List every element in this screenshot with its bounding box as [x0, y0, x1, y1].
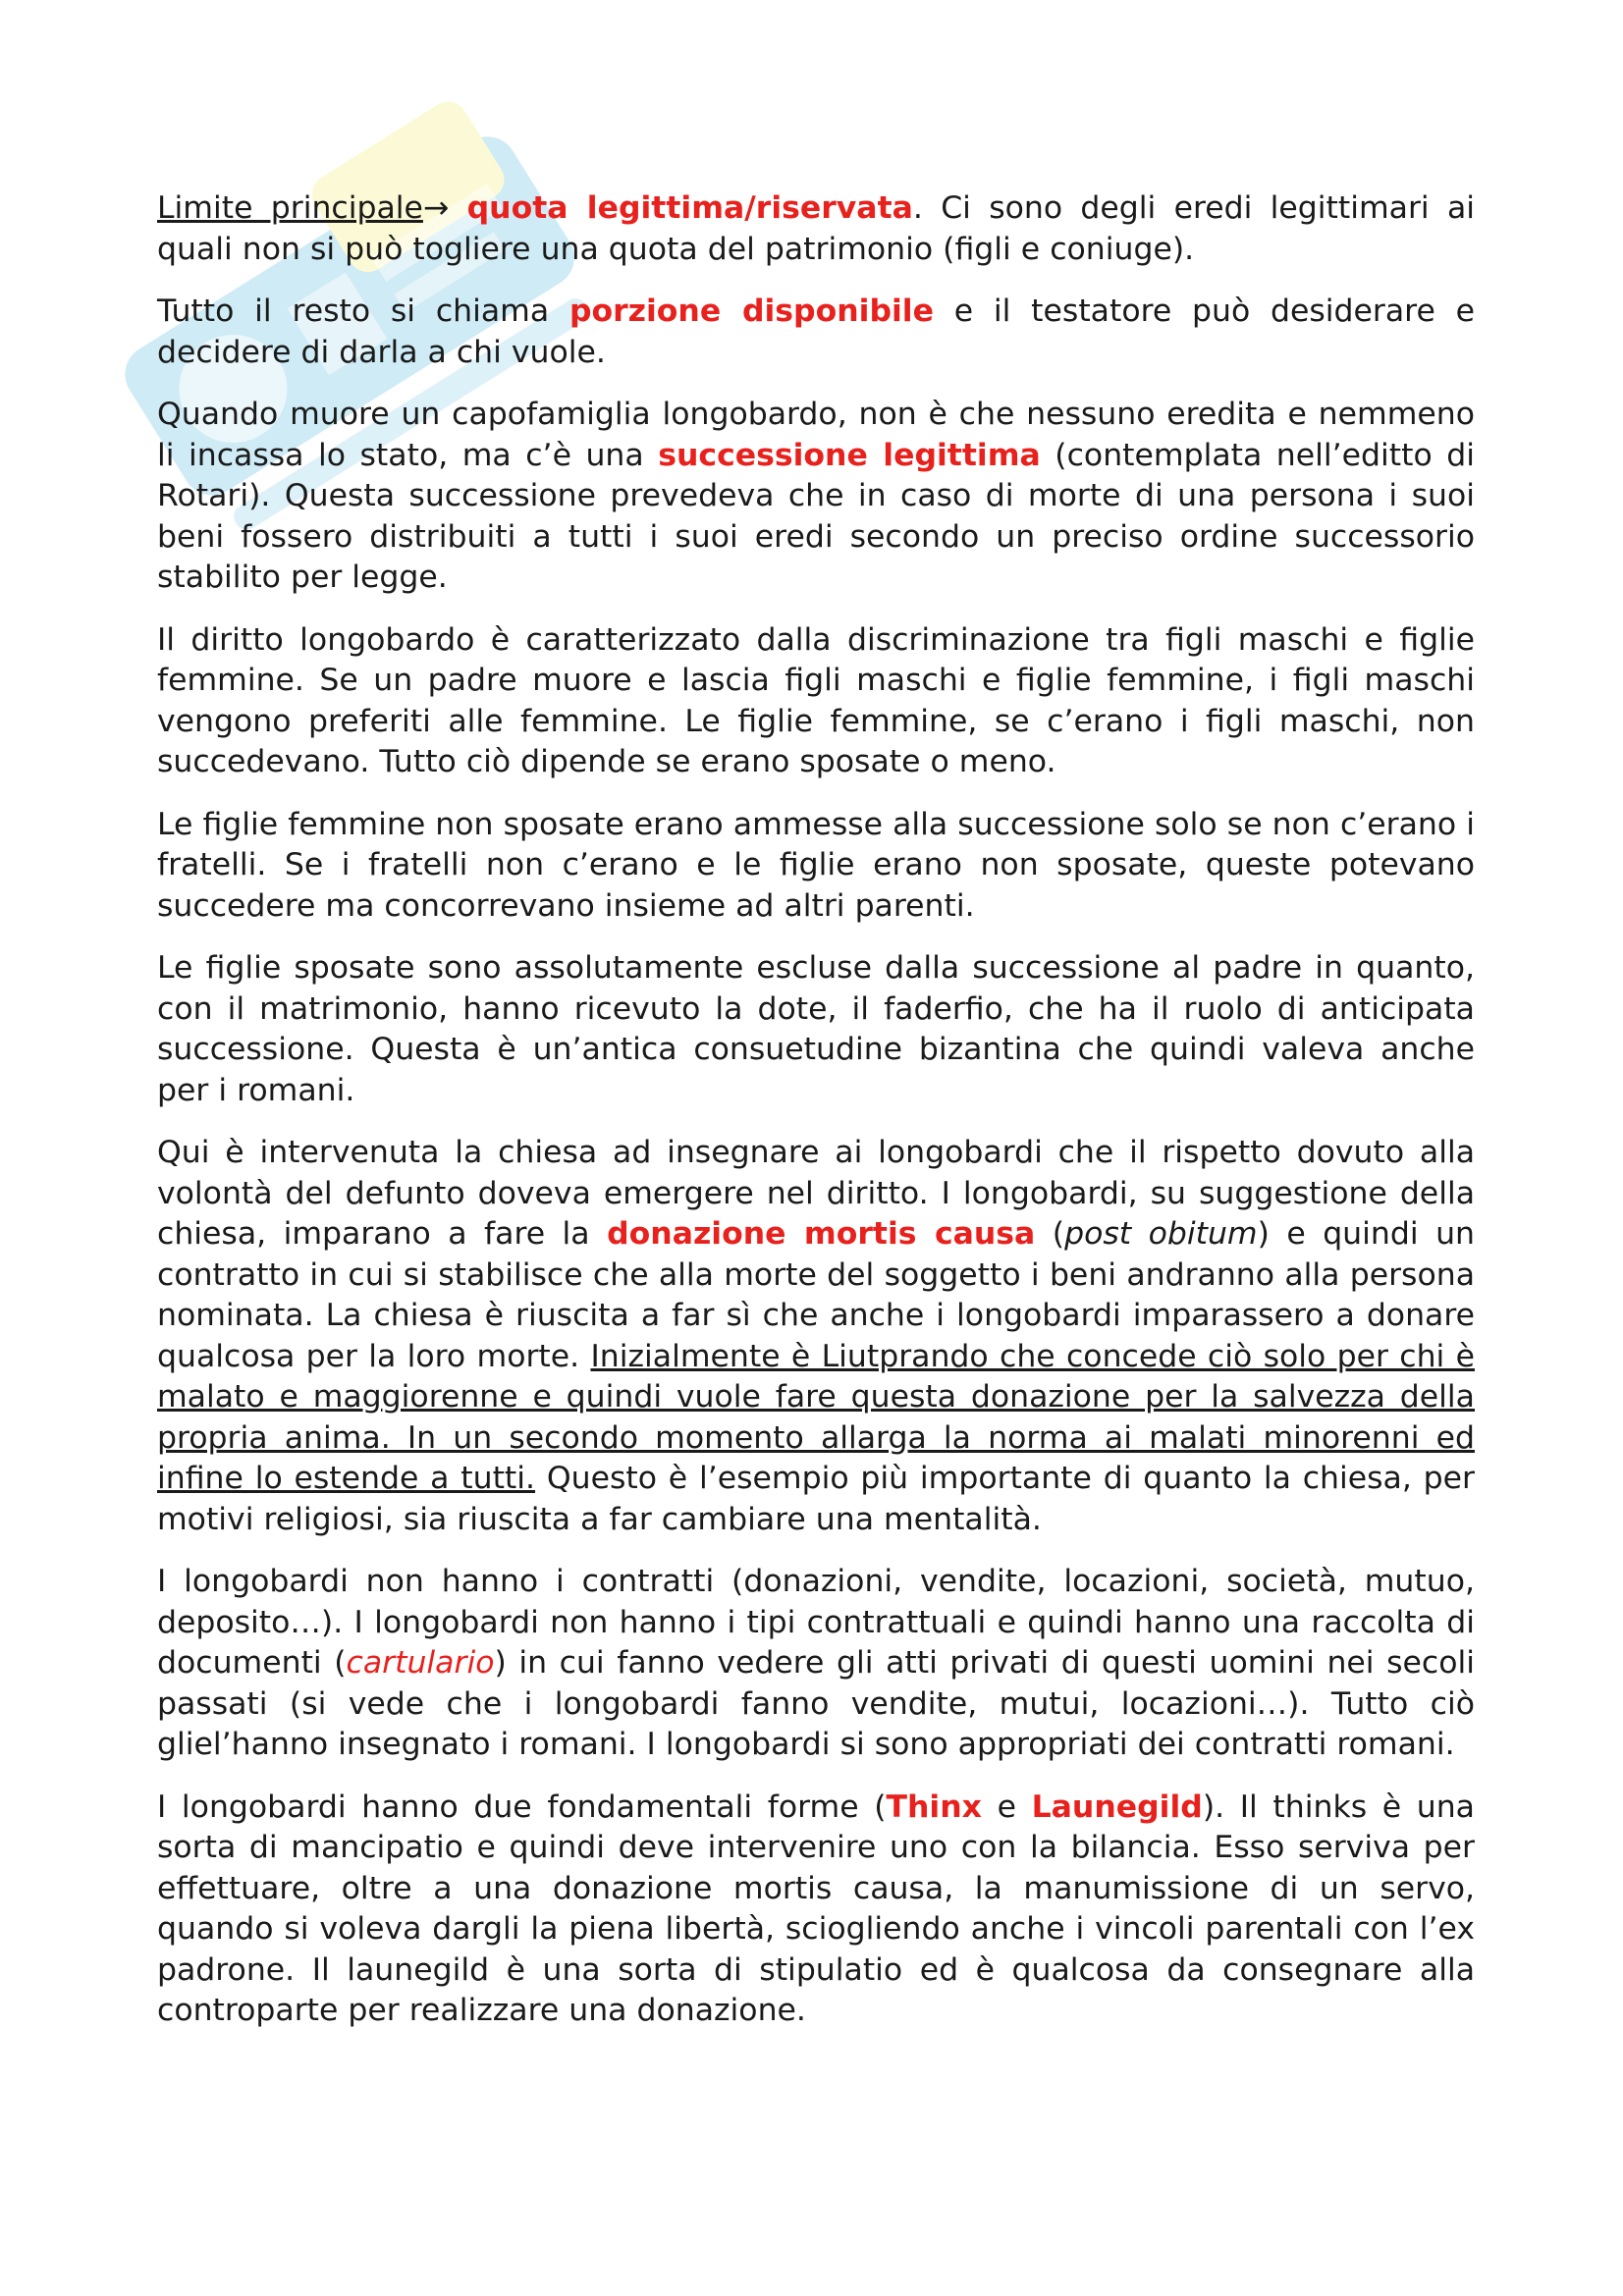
paragraph-8 — [157, 1562, 1475, 1766]
term-porzione-disponibile: porzione disponibile — [568, 294, 934, 329]
paragraph-9 — [157, 1788, 1475, 2032]
text-run: I longobardi hanno due fondamentali forme ( — [157, 1789, 887, 1825]
text-run: . Ci sono degli eredi legittimari ai quali non si può togliere una quota del patrimonio (figli e coniuge). — [157, 190, 1475, 267]
text-run: ( — [1035, 1216, 1065, 1252]
paragraph-1 — [157, 188, 1475, 270]
text-run: I longobardi non hanno i contratti (donazioni, vendite, locazioni, società, mutuo, deposito…). I longobardi non hanno i tipi contrattuali e quindi hanno una raccolta di documenti ( — [157, 1564, 1475, 1681]
text-run: Qui è intervenuta la chiesa ad insegnare ai longobardi che il rispetto dovuto alla volontà del defunto doveva emergere nel diritto. I longobardi, su suggestione della chiesa, imparano a fare la — [157, 1135, 1475, 1252]
document-body — [157, 188, 1475, 2054]
underlined-liutprando: Inizialmente è Liutprando che concede ciò solo per chi è malato e maggiorenne e quindi vuole fare questa donazione per la salvezza della propria anima. In un secondo momento allarga la norma ai malati minorenni ed infine lo estende a tutti. — [157, 1338, 1475, 1496]
paragraph-2 — [157, 292, 1475, 373]
text-run: e — [981, 1789, 1032, 1825]
arrow-icon: → — [422, 190, 450, 226]
paragraph-3 — [157, 395, 1475, 599]
paragraph-4: Il diritto longobardo è caratterizzato dalla discriminazione tra figli maschi e figlie femmine. Se un padre muore e lascia figli maschi e figlie femmine, i figli maschi vengono preferiti alle femmine. Le figlie femmine, se c’erano i figli maschi, non succedevano. Tutto ciò dipende se erano sposate o meno. — [157, 621, 1475, 779]
paragraph-5: Le figlie femmine non sposate erano ammesse alla successione solo se non c’erano i fratelli. Se i fratelli non c’erano e le figlie erano non sposate, queste potevano succedere ma concorrevano insieme ad altri parenti. — [157, 806, 1475, 924]
text-run: Questo è l’esempio più importante di quanto la chiesa, per motivi religiosi, sia riuscita a far cambiare una mentalità. — [157, 1461, 1475, 1537]
text-run: ) e quindi un contratto in cui si stabilisce che alla morte del soggetto i beni andranno alla persona nominata. La chiesa è riuscita a far sì che anche i longobardi imparassero a donare qualcosa per la loro morte. — [157, 1216, 1476, 1374]
italic-post-obitum: post obitum — [1064, 1216, 1258, 1252]
term-successione-legittima: successione legittima — [658, 437, 1041, 473]
text-run: Tutto il resto si chiama — [157, 294, 569, 329]
term-donazione-mortis-causa: donazione mortis causa — [607, 1216, 1036, 1252]
paragraph-6: Le figlie sposate sono assolutamente escluse dalla successione al padre in quanto, con il matrimonio, hanno ricevuto la dote, il faderfio, che ha il ruolo di anticipata successione. Questa è un’antica consuetudine bizantina che quindi valeva anche per i romani. — [157, 950, 1475, 1108]
underlined-lead: Limite principale — [157, 190, 423, 226]
term-cartulario: cartulario — [346, 1645, 495, 1681]
term-thinx: Thinx — [886, 1789, 982, 1825]
text-run: ) in cui fanno vedere gli atti privati di questi uomini nei secoli passati (si vede che i longobardi fanno vendite, mutui, locazioni…). Tutto ciò gliel’hanno insegnato i romani. I longobardi si sono appropriati dei contratti romani. — [157, 1645, 1475, 1762]
text-run: Quando muore un capofamiglia longobardo, non è che nessuno eredita e nemmeno li incassa lo stato, ma c’è una — [157, 397, 1475, 473]
paragraph-7 — [157, 1133, 1475, 1540]
term-quota-legittima: quota legittima/riservata — [466, 190, 913, 226]
text-run: e il testatore può desiderare e decidere di darla a chi vuole. — [157, 294, 1475, 370]
text-run: (contemplata nell’editto di Rotari). Questa successione prevedeva che in caso di morte di una persona i suoi beni fossero distribuiti a tutti i suoi eredi secondo un preciso ordine successorio stabilito per legge. — [157, 437, 1476, 595]
term-launegild: Launegild — [1031, 1789, 1203, 1825]
text-run: ). Il thinks è una sorta di mancipatio e quindi deve intervenire uno con la bilancia. Esso serviva per effettuare, oltre a una donazione mortis causa, la manumissione di un servo, quando si voleva dargli la piena libertà, sciogliendo anche i vincoli parentali con l’ex padrone. Il launegild è una sorta di stipulatio ed è qualcosa da consegnare alla controparte per realizzare una donazione. — [157, 1789, 1475, 2028]
